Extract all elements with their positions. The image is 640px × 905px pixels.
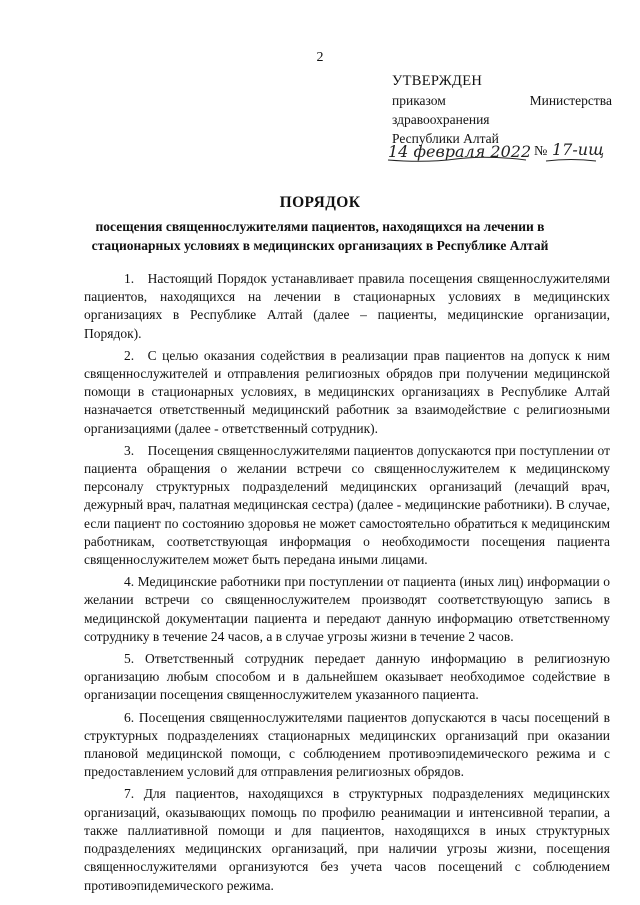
document-subtitle-text: посещения священнослужителями пациентов, находящихся на лечении в стационарных условиях в медицинских организациях в Республике Алтай [91,219,549,253]
approval-line-1-right: Министерства [529,93,612,108]
paragraph-4: 4. Медицинские работники при поступлении от пациента (иных лиц) информации о желании встречи со священнослужителем производят соответствующую запись в медицинской документации пациента и передают данную информацию ответственному сотруднику в течение 24 часов, а в случае угрозы жизни в течение 2 часов. [84,574,610,644]
approval-block [392,72,612,148]
handwritten-date: 14 февраля 2022 [388,142,532,161]
paragraph-6: 6. Посещения священнослужителями пациентов допускаются в часы посещений в структурных подразделениях стационарных медицинских организаций при оказании плановой медицинской помощи, с соблюдением противоэпидемического режима и с предоставлением условий для отправления религиозных обрядов. [84,709,610,780]
document-title: ПОРЯДОК [279,194,361,211]
document-subtitle [0,217,640,255]
paragraph-5: 5. Ответственный сотрудник передает данную информацию в религиозную организацию любым способом и в дальнейшем оказывает необходимое содействие в организации посещения священнослужителем указанного пациента. [84,651,610,703]
paragraph-3: 3. Посещения священнослужителями пациентов допускаются при поступлении от пациента обращения о желании встречи со священнослужителем к медицинскому персоналу структурных подразделений медицинских организаций (лечащий врач, дежурный врач, палатная медицинская сестра) (далее - медицинские работники). В случае, если пациент по состоянию здоровья не может самостоятельно обратиться к медицинским работникам, соответствующая информация о необходимости посещения пациента священнослужителем может быть передана иными лицами. [84,442,610,568]
page-number: 2 [316,50,324,65]
number-label: № [534,144,548,159]
paragraph-7: 7. Для пациентов, находящихся в структурных подразделениях медицинских организаций, оказывающих помощь по профилю реанимации и интенсивной терапии, а также паллиативной помощи и для пациентов, находящихся в иных структурных подразделениях медицинских организаций, при наличии угрозы жизни, посещения священнослужителями организуются без учета часов посещений с соблюдением противоэпидемического режима. [84,786,610,893]
document-heading [0,194,640,255]
approval-title: УТВЕРЖДЕН [392,73,483,89]
paragraph-2: 2. С целью оказания содействия в реализации прав пациентов на допуск к ним священнослужителей и отправления религиозных обрядов при получении медицинской помощи в стационарных условиях, в медицинских организациях в Республике Алтай назначается ответственный медицинский работник за взаимодействие с религиозными организациями (далее - ответственный сотрудник). [84,347,610,436]
approval-line-1-left: приказом [392,93,446,108]
approval-line-1 [392,91,612,110]
handwritten-date-number [386,140,606,168]
paragraph-1: 1. Настоящий Порядок устанавливает правила посещения священнослужителями пациентов, находящихся на лечении в стационарных условиях в медицинских организациях в Республике Алтай (далее – пациенты, медицинские организации, Порядок). [84,271,610,341]
approval-line-3: Республики Алтай [392,131,499,146]
document-body [84,270,610,899]
handwritten-number: 17-ищ [552,140,605,159]
approval-line-2: здравоохранения [392,112,490,127]
